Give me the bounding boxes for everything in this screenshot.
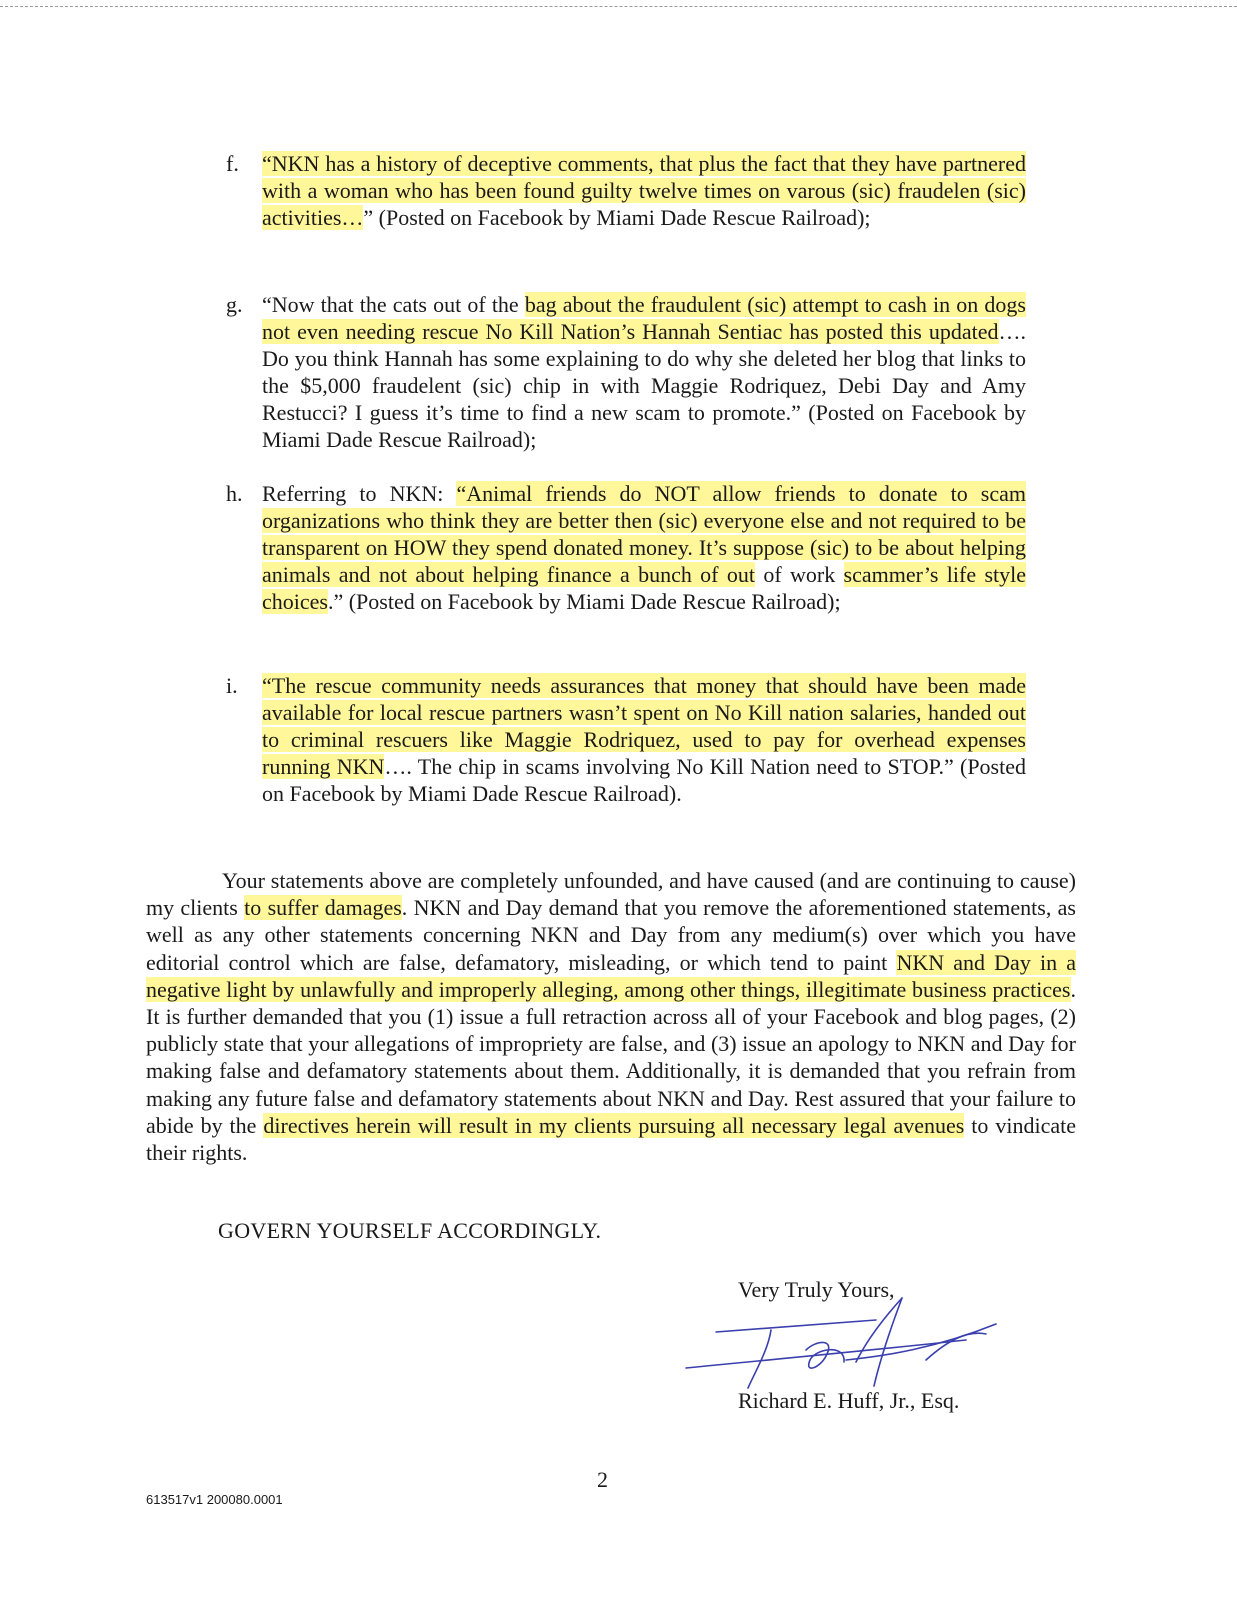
quote-text: “Now that the cats out of the bbox=[262, 292, 525, 317]
quote-text: ” (Posted on Facebook by Miami Dade Rescue Railroad); bbox=[363, 205, 871, 230]
paragraph-text: Your statements above are completely unfounded, and have caused (and are continuing to cause) my clients bbox=[146, 868, 1076, 921]
highlighted-quote: bag about the fraudulent (sic) attempt to cash in on dogs not even needing rescue No Kill Nation’s Hannah Sentiac has posted this updated bbox=[262, 292, 1026, 344]
page-number: 2 bbox=[597, 1467, 608, 1492]
handwritten-signature bbox=[676, 1290, 1016, 1400]
item-text bbox=[262, 672, 1026, 807]
quote-item-h bbox=[226, 480, 1026, 615]
document-id: 613517v1 200080.0001 bbox=[146, 1492, 283, 1507]
highlighted-quote: “NKN has a history of deceptive comments, that plus the fact that they have partnered with a woman who has been found guilty twelve times on varous (sic) fraudelen (sic) activities… bbox=[262, 151, 1026, 230]
valediction: Very Truly Yours, bbox=[738, 1277, 895, 1302]
item-text bbox=[262, 480, 1026, 615]
item-label: f. bbox=[226, 151, 239, 176]
demand-paragraph bbox=[146, 867, 1076, 1166]
highlighted-quote: “The rescue community needs assurances that money that should have been made available for local rescue partners wasn’t spent on No Kill nation salaries, handed out to criminal rescuers like Maggie Rodriquez, used to pay for overhead expenses running NKN bbox=[262, 673, 1026, 779]
highlighted-quote: scammer’s life style choices bbox=[262, 562, 1026, 614]
quote-text: Referring to NKN: bbox=[262, 481, 457, 506]
quote-text: of work bbox=[754, 562, 844, 587]
closing-statement: GOVERN YOURSELF ACCORDINGLY. bbox=[218, 1218, 602, 1243]
paragraph-text: . NKN and Day demand that you remove the aforementioned statements, as well as any other statements concerning NKN and Day from any medium(s) over which you have editorial control which are false, defamatory, misleading, or which tend to paint bbox=[146, 895, 1076, 975]
quote-text: …. Do you think Hannah has some explaining to do why she deleted her blog that links to the $5,000 fraudelent (sic) chip in with Maggie Rodriquez, Debi Day and Amy Restucci? I guess it’s time to find a new scam to promote.” (Posted on Facebook by Miami Dade Rescue Railroad); bbox=[262, 319, 1026, 452]
quote-item-i bbox=[226, 672, 1026, 807]
item-label: h. bbox=[226, 481, 243, 506]
item-text bbox=[262, 291, 1026, 453]
paragraph-text: . It is further demanded that you (1) issue a full retraction across all of your Facebook and blog pages, (2) publicly state that your allegations of impropriety are false, and (3) issue an apology to NKN and Day for making false and defamatory statements about them. Additionally, it is demanded that you refrain from making any future false and defamatory statements about NKN and Day. Rest assured that your failure to abide by the bbox=[146, 976, 1076, 1138]
item-text bbox=[262, 150, 1026, 231]
signer-name: Richard E. Huff, Jr., Esq. bbox=[738, 1388, 960, 1413]
highlighted-text: to suffer damages bbox=[244, 895, 402, 921]
item-label: g. bbox=[226, 292, 243, 317]
highlighted-text: directives herein will result in my clients pursuing all necessary legal avenues bbox=[263, 1112, 965, 1138]
highlighted-quote: “Animal friends do NOT allow friends to donate to scam organizations who think they are better then (sic) everyone else and not required to be transparent on HOW they spend donated money. It’s suppose (sic) to be about helping animals and not about helping finance a bunch of out bbox=[262, 481, 1026, 587]
item-label: i. bbox=[226, 673, 238, 698]
quote-text: …. The chip in scams involving No Kill Nation need to STOP.” (Posted on Facebook by Miami Dade Rescue Railroad). bbox=[262, 754, 1026, 806]
scan-edge-line bbox=[0, 6, 1237, 7]
paragraph-text: to vindicate their rights. bbox=[146, 1112, 1076, 1166]
quote-item-g bbox=[226, 291, 1026, 453]
highlighted-text: NKN and Day in a negative light by unlawfully and improperly alleging, among other things, illegitimate business practices bbox=[146, 949, 1076, 1002]
quote-item-f bbox=[226, 150, 1026, 231]
quote-text: .” (Posted on Facebook by Miami Dade Rescue Railroad); bbox=[327, 589, 841, 614]
